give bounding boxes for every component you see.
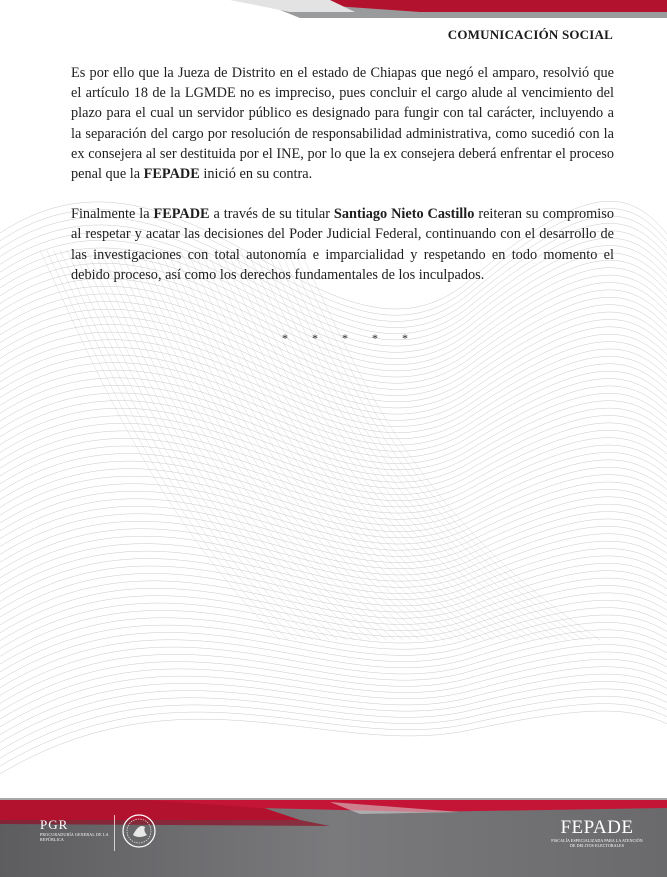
background-wave-line xyxy=(60,250,305,640)
background-wave-line xyxy=(0,704,667,772)
background-wave-line xyxy=(200,250,477,640)
paragraph-1: Es por ello que la Jueza de Distrito en el estado de Chiapas que negó el amparo, resolvió que el artículo 18 de la LGMDE no es impreciso, pues concluir el cargo alude al vencimiento del plazo para el cual un servidor público es designado para fungir con tal carácter, incluyendo a la separación del cargo por resolución de responsabilidad administrativa, como sucedió con la ex consejera al ser destituida por el INE, por lo que la ex consejera deberá enfrentar el proceso penal que la FEPADE inició en su contra. xyxy=(71,65,614,183)
separator-star: * xyxy=(312,331,318,345)
background-wave-line xyxy=(0,408,667,482)
background-wave-line xyxy=(0,460,667,526)
background-wave-line xyxy=(0,652,667,717)
fepade-subtitle: FISCALÍA ESPECIALIZADA PARA LA ATENCIÓN DE DELITOS ELECTORALES xyxy=(551,838,643,848)
paragraph-2: Finalmente la FEPADE a través de su titular Santiago Nieto Castillo reiteran su compromiso al respetar y acatar las decisiones del Poder Judicial Federal, continuando con el desarrollo de las investigaciones con total autonomía e imparcialidad y respetando en todo momento el debido proceso, así como los derechos fundamentales de los inculpados. xyxy=(71,206,614,283)
background-wave-line xyxy=(0,356,667,438)
background-wave-line xyxy=(0,711,667,780)
press-release-body xyxy=(71,63,614,305)
fepade-title: FEPADE xyxy=(560,817,634,838)
background-wave-line xyxy=(0,512,667,569)
background-wave-line xyxy=(0,379,667,458)
background-wave-line xyxy=(280,250,575,640)
header-band xyxy=(0,0,667,22)
background-wave-line xyxy=(287,250,584,640)
background-wave-line xyxy=(0,312,667,402)
background-wave-line xyxy=(0,489,667,550)
separator-star: * xyxy=(342,331,348,345)
background-wave-line xyxy=(40,250,280,640)
background-wave-line xyxy=(0,593,667,655)
background-wave-line xyxy=(153,250,419,640)
background-wave-line xyxy=(113,250,370,640)
background-wave-line xyxy=(0,393,667,469)
background-wave-line xyxy=(0,667,667,733)
pgr-logo xyxy=(40,818,110,842)
background-wave-line xyxy=(0,438,667,507)
separator-stars xyxy=(280,331,410,346)
background-wave-line xyxy=(0,659,667,725)
national-seal-icon xyxy=(121,813,157,849)
separator-star: * xyxy=(372,331,378,345)
fepade-logo xyxy=(551,817,643,848)
background-wave-line xyxy=(0,342,667,427)
pgr-title: PGR xyxy=(40,817,69,832)
background-wave-line xyxy=(0,637,667,702)
logo-divider xyxy=(114,815,115,851)
background-wave-line xyxy=(120,250,378,640)
section-title: COMUNICACIÓN SOCIAL xyxy=(447,27,613,42)
background-wave-line xyxy=(0,364,667,445)
background-wave-line xyxy=(107,250,362,640)
pgr-subtitle: PROCURADURÍA GENERAL DE LA REPÚBLICA xyxy=(40,832,109,842)
background-wave-line xyxy=(187,250,461,640)
background-wave-line xyxy=(0,615,667,678)
separator-star: * xyxy=(282,331,288,345)
background-wave-line xyxy=(0,600,667,662)
background-wave-line xyxy=(0,475,667,538)
separator-star: * xyxy=(402,331,408,345)
background-wave-line xyxy=(67,250,313,640)
